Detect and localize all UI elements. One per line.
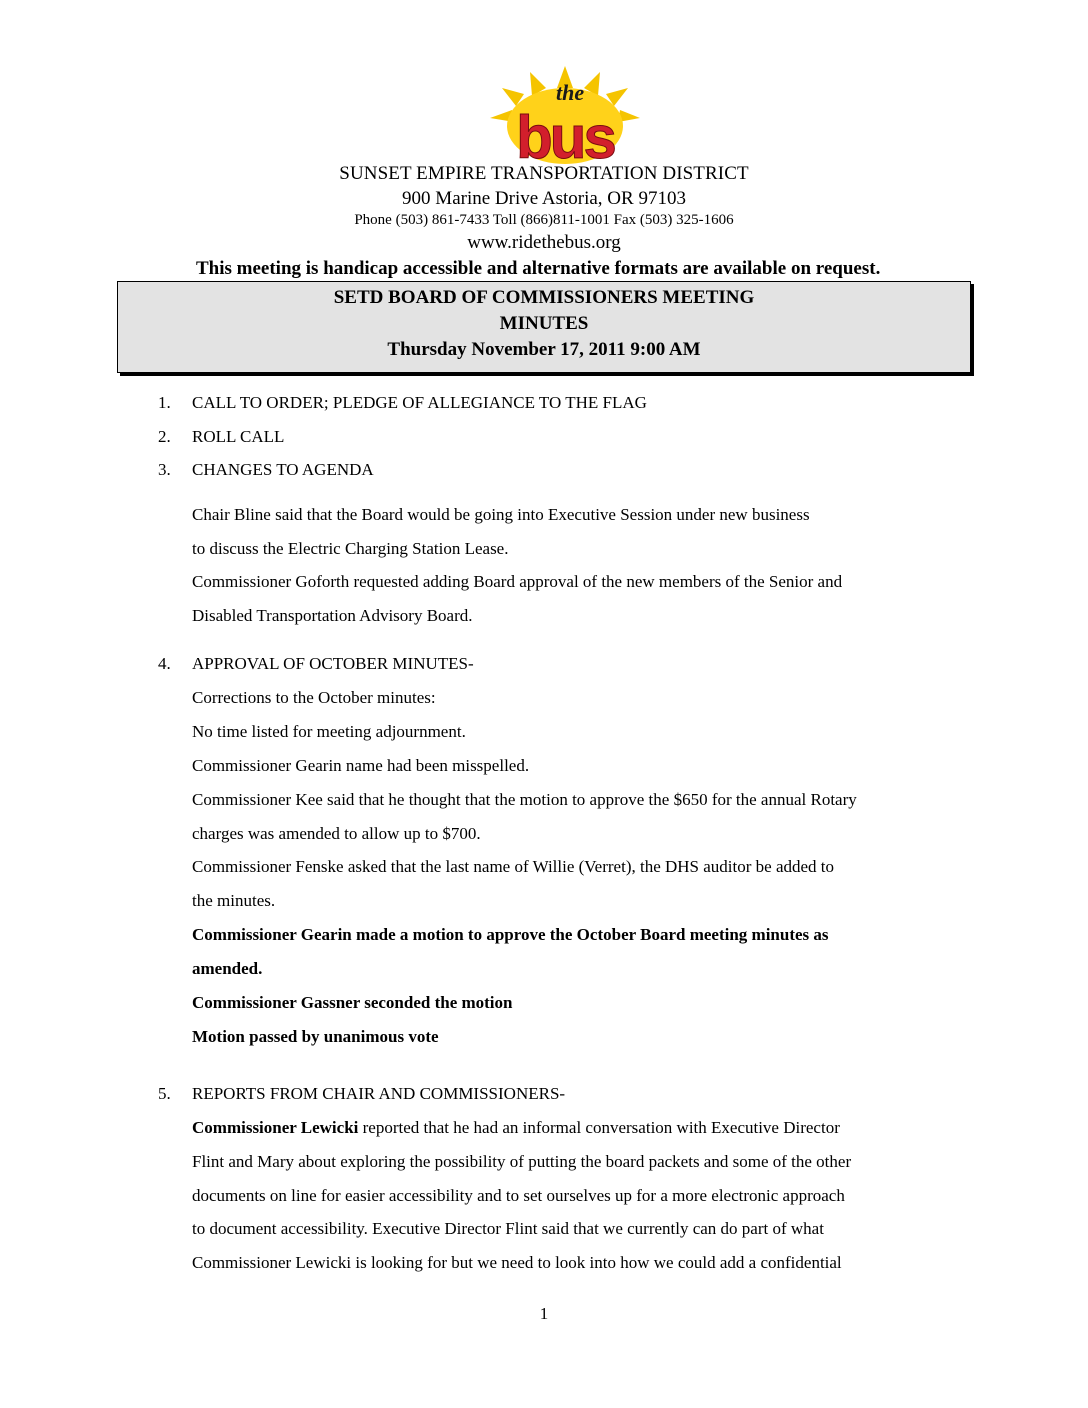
item-title: ROLL CALL — [192, 427, 285, 446]
paragraph-line: Commissioner Gearin name had been misspelled. — [192, 756, 530, 775]
paragraph-line: Commissioner Goforth requested adding Board approval of the new members of the Senior and — [192, 572, 843, 591]
motion-line: Commissioner Gassner seconded the motion — [192, 993, 513, 1012]
motion-line: Motion passed by unanimous vote — [192, 1027, 439, 1046]
svg-text:the: the — [556, 80, 585, 105]
paragraph-line — [192, 1118, 840, 1138]
organization-address: 900 Marine Drive Astoria, OR 97103 — [402, 188, 686, 209]
paragraph-line: Commissioner Kee said that he thought that the motion to approve the $650 for the annual Rotary — [192, 790, 857, 809]
paragraph-line: Disabled Transportation Advisory Board. — [192, 606, 473, 625]
paragraph-line: Corrections to the October minutes: — [192, 688, 436, 707]
paragraph-line: to document accessibility. Executive Director Flint said that we currently can do part of what — [192, 1219, 824, 1238]
paragraph-line: Flint and Mary about exploring the possibility of putting the board packets and some of the other — [192, 1152, 852, 1171]
motion-line: amended. — [192, 959, 263, 978]
page-number: 1 — [539, 1304, 549, 1323]
meeting-subtitle: MINUTES — [499, 313, 589, 334]
the-bus-logo — [480, 66, 650, 166]
paragraph-line: charges was amended to allow up to $700. — [192, 824, 481, 843]
paragraph-line: Chair Bline said that the Board would be going into Executive Session under new business — [192, 505, 810, 524]
meeting-title: SETD BOARD OF COMMISSIONERS MEETING — [333, 287, 755, 308]
speaker-text: reported that he had an informal conversation with Executive Director — [358, 1118, 840, 1137]
organization-name: SUNSET EMPIRE TRANSPORTATION DISTRICT — [339, 163, 749, 184]
item-title: REPORTS FROM CHAIR AND COMMISSIONERS- — [192, 1084, 566, 1103]
contact-phone: Phone (503) 861-7433 Toll (866)811-1001 Fax (503) 325-1606 — [354, 212, 734, 228]
paragraph-line: No time listed for meeting adjournment. — [192, 722, 466, 741]
website-link[interactable]: www.ridethebus.org — [467, 232, 621, 253]
item-number: 3. — [158, 460, 171, 479]
paragraph-line: Commissioner Lewicki is looking for but we need to look into how we could add a confidential — [192, 1253, 842, 1272]
paragraph-line: the minutes. — [192, 891, 276, 910]
paragraph-line: Commissioner Fenske asked that the last name of Willie (Verret), the DHS auditor be added to — [192, 857, 835, 876]
item-title: CALL TO ORDER; PLEDGE OF ALLEGIANCE TO THE FLAG — [192, 393, 647, 412]
meeting-title-box — [117, 281, 971, 373]
paragraph-line: documents on line for easier accessibility and to set ourselves up for a more electronic approach — [192, 1186, 845, 1205]
item-number: 5. — [158, 1084, 171, 1103]
accessibility-notice: This meeting is handicap accessible and alternative formats are available on request. — [196, 258, 881, 279]
paragraph-line: to discuss the Electric Charging Station Lease. — [192, 539, 509, 558]
meeting-date: Thursday November 17, 2011 9:00 AM — [387, 339, 701, 360]
motion-line: Commissioner Gearin made a motion to approve the October Board meeting minutes as — [192, 925, 829, 944]
speaker-name: Commissioner Lewicki — [192, 1118, 359, 1137]
item-number: 1. — [158, 393, 171, 412]
item-title: APPROVAL OF OCTOBER MINUTES- — [192, 654, 474, 673]
item-number: 2. — [158, 427, 171, 446]
item-number: 4. — [158, 654, 171, 673]
svg-text:bus: bus — [516, 104, 614, 166]
item-title: CHANGES TO AGENDA — [192, 460, 374, 479]
